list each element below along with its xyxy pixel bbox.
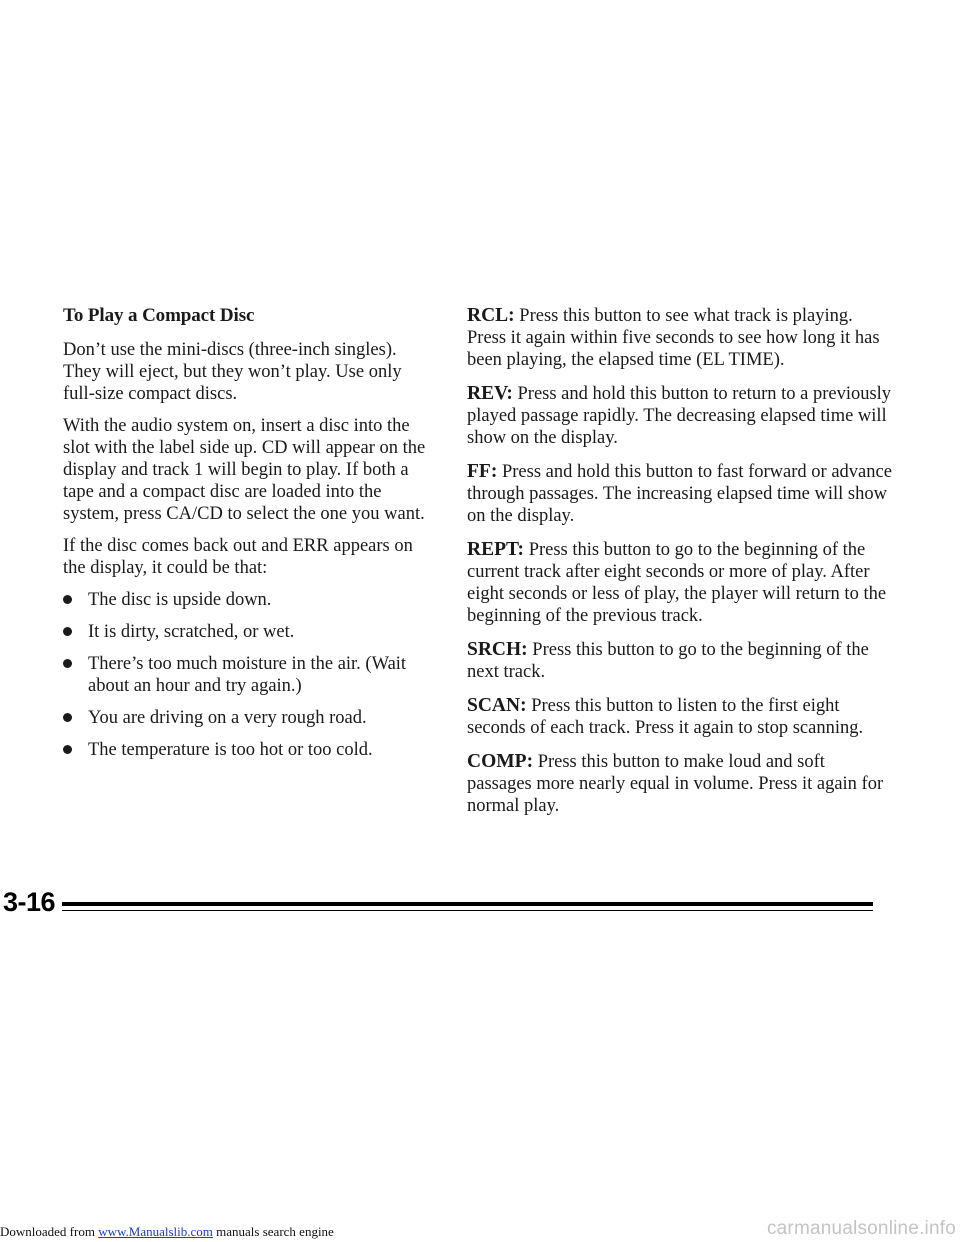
button-description-text: Press this button to go to the beginning of the next track.	[467, 640, 869, 682]
button-description	[467, 751, 892, 817]
section-heading: To Play a Compact Disc	[63, 305, 255, 326]
list-item	[63, 707, 433, 729]
button-term: FF:	[467, 461, 498, 482]
button-description-text: Press this button to see what track is playing. Press it again within five seconds to see how long it has been playing, the elapsed time (EL TIME).	[467, 306, 880, 370]
source-line	[0, 1224, 334, 1240]
bullet-list	[63, 589, 433, 761]
button-description	[467, 639, 892, 683]
bullet-icon	[63, 595, 72, 604]
list-item-text: It is dirty, scratched, or wet.	[88, 622, 295, 642]
paragraph: With the audio system on, insert a disc into the slot with the label side up. CD will appear on the display and track 1 will begin to play. If both a tape and a compact disc are loaded into the system, press CA/CD to select the one you want.	[63, 416, 426, 524]
button-description-text: Press this button to make loud and soft passages more nearly equal in volume. Press it again for normal play.	[467, 752, 884, 816]
button-term: RCL:	[467, 305, 515, 326]
list-item-text: You are driving on a very rough road.	[88, 708, 367, 728]
button-term: REPT:	[467, 539, 525, 560]
watermark: carmanualsonline.info	[766, 1218, 956, 1239]
page-footer	[0, 887, 960, 947]
button-description	[467, 539, 892, 627]
bullet-icon	[63, 745, 72, 754]
page-number: 3-16	[3, 887, 56, 917]
list-item	[63, 589, 433, 611]
button-description	[467, 695, 892, 739]
source-prefix: Downloaded from	[0, 1224, 99, 1239]
button-description-text: Press and hold this button to return to a previously played passage rapidly. The decreasing elapsed time will show on the display.	[467, 384, 892, 448]
paragraph: If the disc comes back out and ERR appears on the display, it could be that:	[63, 536, 413, 578]
list-item-text: There’s too much moisture in the air. (Wait about an hour and try again.)	[88, 654, 407, 696]
button-description	[467, 461, 892, 527]
source-link[interactable]: www.Manualslib.com	[98, 1224, 213, 1239]
list-item-text: The temperature is too hot or too cold.	[88, 740, 373, 760]
left-column	[63, 305, 433, 771]
bullet-icon	[63, 627, 72, 636]
button-term: COMP:	[467, 751, 534, 772]
bullet-icon	[63, 659, 72, 668]
footer-rule-thin	[62, 910, 873, 911]
right-column	[467, 305, 892, 829]
button-description-text: Press and hold this button to fast forward or advance through passages. The increasing elapsed time will show on the display.	[467, 462, 892, 526]
button-description-text: Press this button to go to the beginning of the current track after eight seconds or more of play. After eight seconds or less of play, the player will return to the beginning of the previous track.	[467, 540, 887, 626]
list-item-text: The disc is upside down.	[88, 590, 272, 610]
source-suffix: manuals search engine	[212, 1224, 334, 1239]
button-term: SRCH:	[467, 639, 528, 660]
list-item	[63, 621, 433, 643]
button-description	[467, 383, 892, 449]
button-description	[467, 305, 892, 371]
footer-rule-thick	[62, 902, 873, 906]
list-item	[63, 653, 433, 697]
button-term: REV:	[467, 383, 513, 404]
bullet-icon	[63, 713, 72, 722]
paragraph: Don’t use the mini-discs (three-inch singles). They will eject, but they won’t play. Use only full-size compact discs.	[63, 340, 402, 404]
button-description-text: Press this button to listen to the first eight seconds of each track. Press it again to stop scanning.	[467, 696, 864, 738]
list-item	[63, 739, 433, 761]
button-term: SCAN:	[467, 695, 527, 716]
